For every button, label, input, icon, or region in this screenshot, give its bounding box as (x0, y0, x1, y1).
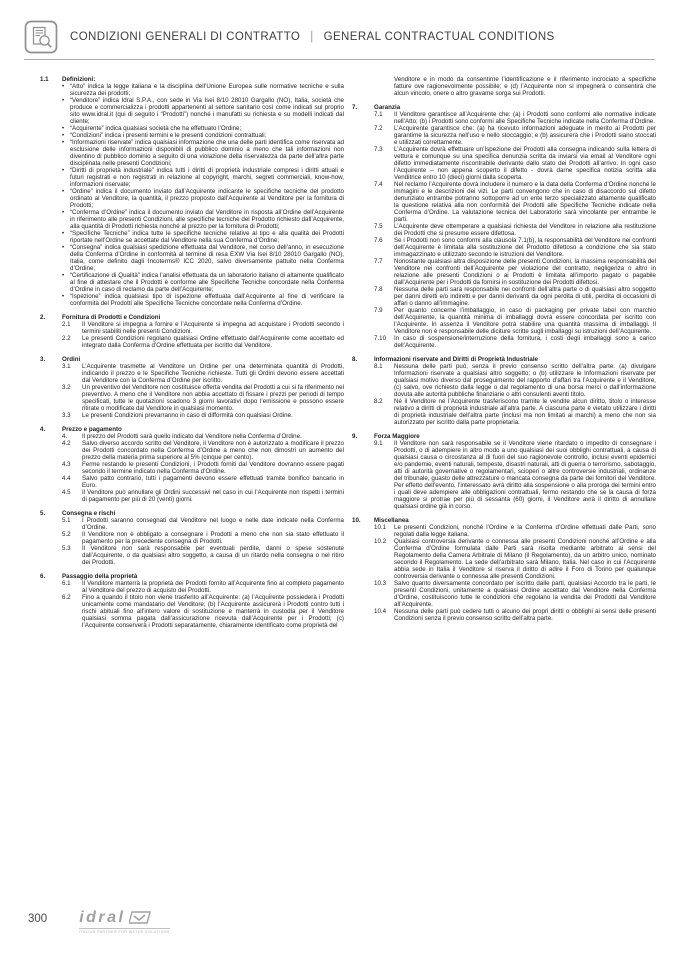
clause-text: L’Acquirente deve ottemperare a qualsiasi richiesta del Venditore in relazione alla restituzione dei Prodotti che si presume essere difettosa. (394, 223, 656, 237)
page-header (24, 20, 655, 60)
clause-text: L’Acquirente dovrà effettuare un’Ispezione dei Prodotti alla consegna indicando sulla lettera di vettura e comunque su una specifica denunzia scritta da inviarsi via email al Venditore ogni difetto immediatamente riscontrabile derivante dallo stato dei Prodotti all’arrivo. In ogni caso l’Acquirente – non appena scoperto il difetto - dovrà darne specifica notizia scritta alla Venditrice entro 10 (dieci) giorni dalla scoperta. (394, 146, 656, 181)
clause-number: 6.1 (62, 580, 71, 587)
clause-item (62, 440, 344, 461)
clause-text: L’Acquirente garantisce che: (a) ha ricevuto informazioni adeguate in merito ai Prodotti per garantirne la sicurezza nell’uso e nello stoccaggio; e (b) assicurerà che i Prodotti siano stoccati e utilizzati correttamente. (394, 125, 656, 146)
clause-number: 7.10 (374, 335, 387, 342)
section-heading-text: Miscellanea (374, 517, 409, 524)
clause-text: Un preventivo del Venditore non costituisce offerta vendita del Prodotti a cui si fa riferimento nel preventivo. A meno che il Venditore non abbia accettato di fissare i prezzi per periodi di tempo specificati, tutte le quotazioni scadono 3 giorni lavorativi dopo l’emissione e possono essere ritirate o modificate dal Venditore in qualsiasi momento. (82, 384, 344, 412)
clause-item (374, 608, 656, 622)
clause-number: 7. (352, 104, 358, 111)
clause-text: “Conferma d’Ordine” indica il documento inviato dal Venditore in risposta all’Ordine dell’Acquirente in riferimento alle presenti Condizioni, alle specifiche tecniche del Prodotto richiesto dall’Acquirente, alla quantità di Prodotti richiesta nonché al prezzo per la fornitura di Prodotti; (70, 209, 344, 230)
clause-number: 7.4 (374, 181, 383, 188)
definition-item (62, 167, 344, 188)
page-title-english: GENERAL CONTRACTUAL CONDITIONS (323, 31, 555, 43)
section-heading (40, 573, 344, 580)
clause-text: Il Venditore garantisce all’Acquirente che: (a) i Prodotti sono conformi alle normative indicate nell’Atto; (b) i Prodotti sono conformi alle Specifiche Tecniche indicate nella Conferma d’Ordine. (394, 111, 656, 125)
clause-number: 1.1 (40, 76, 49, 83)
clause-number: 9. (352, 433, 358, 440)
section-heading (352, 104, 656, 111)
section-heading-text: Consegna e rischi (62, 510, 116, 517)
clause-item (62, 335, 344, 349)
clause-text: Salvo patto contrario, tutti i pagamenti devono essere effettuati tramite bonifico bancario in Euro. (82, 475, 344, 489)
clause-item (374, 237, 656, 258)
document-magnifier-icon (24, 20, 58, 54)
clause-text: “Ordine” indica il documento inviato dall’Acquirente indicante le specifiche tecniche del prodotto ordinato al Venditore, la quantità, il prezzo proposto dall’Acquirente al Venditore per la fornitura di Prodotti; (70, 188, 344, 209)
bullet-icon: • (62, 83, 65, 90)
bullet-icon: • (62, 209, 65, 216)
clause-text: “Atto” indica la legge italiana e la disciplina dell’Unione Europea sulle normative tecniche e sulla sicurezza dei prodotti; (70, 83, 344, 97)
clause-number: 5. (40, 510, 46, 517)
clause-number: 6.2 (62, 594, 71, 601)
clause-text: “Certificazione di Qualità” indica l’analisi effettuata da un laboratorio italiano di altamente qualificato al fine di attestare che il Prodotti è conforme alle Specifiche Tecniche concordate nella Conferma d’Ordine in caso di reclamo da parte dell’Acquirente; (70, 272, 344, 293)
clause-item (374, 398, 656, 426)
bullet-icon: • (62, 230, 65, 237)
clause-text: Le presenti Condizioni regolano qualsiasi Ordine effettuato dall’Acquirente come accettato ed integrato dalla Conferma d’Ordine effettuata per iscritto dal Venditore. (82, 335, 344, 349)
clause-item (62, 489, 344, 503)
clause-item (374, 335, 656, 349)
bullet-icon: • (62, 188, 65, 195)
conditions-body (40, 76, 656, 629)
clause-number: 6. (40, 573, 46, 580)
clause-text: Né il Venditore né l’Acquirente trasferiscono tramite le vendite alcun diritto, titolo o interesse relativo a diritti di proprietà industriale all’altra parte. A ciascuna parte è vietato utilizzare i diritti di proprietà industriale dell’altra parte (inclusi ma non limitati ai marchi) a meno che non sia autorizzato per iscritto dalla parte proprietaria. (394, 398, 656, 426)
definition-item (62, 125, 344, 132)
clause-text: Per quanto concerne l’imballaggio, in caso di packaging per private label con marchio dell’Acquirente, la quantità minima di imballaggi dovrà essere concordata per iscritto con l’Acquirente. In assenza il Venditore potrà stabilire una quantità massima di imballaggi. Il Venditore non è responsabile delle diciture scritte sugli imballaggi su istruzioni dell’Acquirente. (394, 307, 656, 335)
section-heading-text: Garanzia (374, 104, 401, 111)
clause-item (374, 363, 656, 398)
clause-item (374, 258, 656, 286)
clause-number: 3.1 (62, 363, 71, 370)
clause-number: 5.1 (62, 517, 71, 524)
clause-text: Nessuna delle parti sarà responsabile nei confronti dell’altra parte o di qualsiasi altro soggetto per danni diretti e/o indiretti e per danni derivanti da ogni perdita di utili, perdita di occasioni di affari o danno all’immagine. (394, 286, 656, 307)
page-title (70, 31, 555, 43)
clause-item (62, 412, 344, 419)
clause-text: L’Acquirente trasmette al Venditore un Ordine per una determinata quantità di Prodotti, indicando il prezzo e le Specifiche Tecniche richieste. Tutti gli Ordini devono essere accettati dal Venditore con la Conferma d’Ordine per iscritto. (82, 363, 344, 384)
section-heading (352, 433, 656, 440)
clause-number: 3.2 (62, 384, 71, 391)
clause-number: 5.2 (62, 531, 71, 538)
clause-text: Fino a quando il titolo non viene trasferito all’Acquirente: (a) l’Acquirente possiederà i Prodotti unicamente come mandatario del Venditore; (b) l’Acquirente assicurerà i Prodotti contro tutti i rischi abituali fino all’intero valore di sostituzione e manterrà in custodia per il Venditore qualsiasi somma pagata dall’assicurazione ricevuta dall’Acquirente per i Prodotti; (c) l’Acquirente conserverà i Prodotti separatamente, chiaramente identificato come proprietà del (82, 594, 344, 629)
clause-number: 10.1 (374, 524, 387, 531)
bullet-icon: • (62, 167, 65, 174)
clause-text: I Prodotti saranno consegnati dal Venditore nel luogo e nelle date indicate nella Conferma d’Ordine. (82, 517, 344, 531)
clause-number: 3.3 (62, 412, 71, 419)
clause-number: 2.1 (62, 321, 71, 328)
clause-text: Nessuna delle parti può cedere tutti o alcuno dei propri diritti o obblighi ai sensi delle presenti Condizioni senza il previo consenso scritto dell’altra parte. (394, 608, 656, 622)
section-heading-text: Informazioni riservate and Diritti di Proprietà Industriale (374, 356, 539, 363)
clause-number: 8.2 (374, 398, 383, 405)
clause-number: 8. (352, 356, 358, 363)
clause-text: Le presenti Condizioni, nonché l’Ordine e la Conferma d’Ordine effettuati dalle Parti, sono regolati dalla legge italiana. (394, 524, 656, 538)
bullet-icon: • (62, 244, 65, 251)
clause-item (374, 223, 656, 237)
clause-item (374, 125, 656, 146)
clause-number: 4.2 (62, 440, 71, 447)
definition-item (62, 272, 344, 293)
definition-item (62, 97, 344, 125)
clause-text: Il Venditore può annullare gli Ordini successivi nel caso in cui l’Acquirente non rispetti i termini di pagamento per più di 20 (venti) giorni. (82, 489, 344, 503)
clause-number: 4.4 (62, 475, 71, 482)
clause-number: 7.6 (374, 237, 383, 244)
clause-number: 4. (40, 426, 46, 433)
continuation-paragraph (394, 76, 656, 97)
section-heading (40, 426, 344, 433)
left-column (40, 76, 344, 629)
section-heading-text: Ordini (62, 356, 81, 363)
clause-text: Salvo diverso accordo scritto del Venditore, il Venditore non è autorizzato a modificare il prezzo dei Prodotti concordato nella Conferma d’Ordine a meno che non dimostri un aumento del prezzo della materia prima superiore al 5% (cinque per cento). (82, 440, 344, 461)
clause-number: 2. (40, 314, 46, 321)
section-heading (352, 356, 656, 363)
section-heading-text: Forza Maggiore (374, 433, 420, 440)
clause-number: 7.9 (374, 307, 383, 314)
clause-text: Salvo quanto diversamente concordato per iscritto dalle parti, qualsiasi Accordo tra le parti, le presenti Condizioni, unitamente a qualsiasi Ordine accettato dal Venditore nella Conferma d’Ordine, costituiscono tutte le condizioni che regolano la vendita dei Prodotti dal Venditore all’Acquirente. (394, 580, 656, 608)
definition-item (62, 139, 344, 167)
clause-text: Il Venditore non sarà responsabile per eventuali perdite, danni o spese sostenute dall’Acquirente, o da qualsiasi altro soggetto, a causa di un ritardo nella consegna o nel ritiro dei Prodotti. (82, 545, 344, 566)
clause-number: 10.4 (374, 608, 387, 615)
definition-item (62, 209, 344, 230)
section-heading (40, 510, 344, 517)
clause-number: 4. (62, 433, 68, 440)
page-title-italian: CONDIZIONI GENERALI DI CONTRATTO (70, 31, 301, 43)
clause-item (374, 440, 656, 510)
clause-text: “Venditore” indica Idral S.P.A., con sede in Via Isei 8/10 28010 Gargallo (NO), Italia, società che produce e commercializza i prodotti appartenenti al settore sanitario così come indicati sul proprio sito www.idral.it (qui di seguito i “Prodotti”) nonché i manufatti su richiesta e su modelli indicati dal cliente; (70, 97, 344, 125)
clause-text: Il prezzo del Prodotti sarà quello indicato dal Venditore nella Conferma d’Ordine. (82, 433, 302, 440)
clause-text: Il Venditore non è obbligato a consegnare i Prodotti a meno che non sia stato effettuato il pagamento per la precedente consegna di Prodotti. (82, 531, 344, 545)
clause-text: Se i Prodotti non sono conformi alla clausola 7.1(b), la responsabilità del Venditore nei confronti dell’Acquirente è limitata alla sostituzione del Prodotto difettoso a condizione che sia stato immagazzinato e utilizzato secondo le istruzioni del Venditore. (394, 237, 656, 258)
clause-item (374, 286, 656, 307)
section-heading-text: Prezzo e pagamento (62, 426, 122, 433)
clause-item (374, 307, 656, 335)
clause-item (62, 580, 344, 594)
clause-item (62, 321, 344, 335)
clause-text: Nonostante qualsiasi altra disposizione delle presenti Condizioni, la massima responsabilità del Venditore nei confronti dell’Acquirente per violazione del contratto, negligenza o altro in relazione alle presenti Condizioni o ai Prodotti è limitata all’importo pagato o pagabile dall’Acquirente per i Prodotti da fornirsi in sostituzione dei Prodotti difettosi. (394, 258, 656, 286)
clause-number: 9.1 (374, 440, 383, 447)
clause-number: 7.8 (374, 286, 383, 293)
section-heading-text: Fornitura di Prodotti e Condizioni (62, 314, 161, 321)
clause-number: 7.5 (374, 223, 383, 230)
bullet-icon: • (62, 97, 65, 104)
clause-item (62, 433, 344, 440)
clause-number: 7.7 (374, 258, 383, 265)
clause-item (374, 538, 656, 580)
clause-item (62, 545, 344, 566)
clause-number: 2.2 (62, 335, 71, 342)
section-heading-text: Passaggio della proprietà (62, 573, 138, 580)
definition-item (62, 132, 344, 139)
section-heading-text: Definizioni: (62, 76, 96, 83)
bullet-icon: • (62, 125, 65, 132)
definition-item (62, 230, 344, 244)
clause-text: “Informazioni riservate” indica qualsiasi informazione che una delle parti identifica come riservata ad esclusione delle informazioni disponibili di pubblico dominio a meno che tali informazioni non diventino di pubblico dominio a seguito di una violazione della riservatezza da parte dell’altra parte disciplinata nelle presenti Condizioni; (70, 139, 344, 167)
clause-item (62, 594, 344, 629)
clause-number: 3. (40, 356, 46, 363)
bullet-icon: • (62, 139, 65, 146)
clause-number: 7.3 (374, 146, 383, 153)
clause-text: “Ispezione” indica qualsiasi tipo di ispezione effettuata dall’Acquirente al fine di verificare la conformità del Prodotti alle Specifiche Tecniche concordate nella Conferma d’Ordine. (70, 293, 344, 307)
right-column (352, 76, 656, 629)
clause-text: Le presenti Condizioni prevarranno in caso di difformità con qualsiasi Ordine. (82, 412, 293, 419)
clause-item (62, 517, 344, 531)
idral-logo-text: idral (79, 908, 126, 926)
clause-text: Il Venditore manterrà la proprietà dei Prodotti fornito all’Acquirente fino al completo pagamento al Venditore del prezzo di acquisto dei Prodotti. (82, 580, 344, 594)
clause-text: “Consegna” indica qualsiasi spedizione effettuata dal Venditore, nel corso dell’anno, in esecuzione della Conferma d’Ordine in conformità al termine di resa EXW Via Isei 8/10 28010 Gargallo (NO), Italia, come definito dagli Incoterms® ICC 2020, salvo diversamente pattuito nella Conferma d’Ordine; (70, 244, 344, 272)
bullet-icon: • (62, 293, 65, 300)
clause-text: Il Venditore non sarà responsabile se il Venditore viene ritardato o impedito di consegnare i Prodotti, o di adempiere in altro modo a uno qualsiasi dei suoi obblighi contrattuali, a causa di qualsiasi causa o circostanza al di fuori del suo ragionevole controllo, inclusi eventi epidemici e/o pandemie, eventi naturali, tempeste, disastri naturali, atti di guerra o terrorismo, sabotaggio, atti di autorità governative o regolamentari, scioperi o altre controversie industriali, ordinanze del tribunale, guasto delle attrezzature o mancata consegna da parte dei fornitori del Venditore. Per effetto dell’evento, l’interessato avrà diritto alla sospensione o alla proroga dei termini entro i quali deve adempiere alle obbligazioni contrattuali, fermo restando che se la causa di forza maggiore si protrae per più di sessanta (60) giorni, il Venditore avrà il diritto di annullare qualsiasi ordine già in corso. (394, 440, 656, 510)
clause-number: 4.5 (62, 489, 71, 496)
clause-item (62, 384, 344, 412)
clause-text: In caso di sospensione/interruzione della fornitura, i costi degli imballaggi sono a carico dell’Acquirente. (394, 335, 656, 349)
definition-item (62, 188, 344, 209)
page-footer (28, 909, 170, 935)
clause-text: Il Venditore si impegna a fornire e l’Acquirente si impegna ad acquistare i Prodotti secondo i termini stabiliti nelle presenti Condizioni. (82, 321, 344, 335)
clause-number: 5.3 (62, 545, 71, 552)
definition-item (62, 244, 344, 272)
clause-text: “Diritti di proprietà industriale” indica tutti i diritti di proprietà industriale compresi i diritti attuali e futuri registrati e non registrati in relazione al copyright, marchi, segreti commerciali, know-how, informazioni riservate; (70, 167, 344, 188)
section-heading (352, 517, 656, 524)
clause-number: 8.1 (374, 363, 383, 370)
clause-text: “Specifiche Tecniche” indica tutte le specifiche tecniche relative al tipo e alla qualità dei Prodotti riportate nell’Ordine se accettate dal Venditore nella sua Conferma d’Ordine; (70, 230, 344, 244)
clause-text: Qualsiasi controversia derivante o connessa alle presenti Condizioni nonché all’Ordine e alla Conferma d’Ordine formulata dalle Parti sarà risolta mediante arbitrato ai sensi del Regolamento della Camera Arbitrale di Milano (il Regolamento), da un arbitro unico, nominato secondo il Regolamento. La sede dell’arbitrato sarà Milano, Italia. Nel caso in cui l’Acquirente abbia sede in Italia il Venditore si riserva il diritto di adire il Foro di Torino per qualunque controversia derivante o connessa alle presenti Condizioni. (394, 538, 656, 580)
clause-text: Ferme restando le presenti Condizioni, i Prodotti forniti dal Venditore dovranno essere pagati secondo il termine indicato nella Conferma d’Ordine. (82, 461, 344, 475)
clause-item (62, 531, 344, 545)
idral-logo (79, 909, 170, 935)
clause-number: 10.2 (374, 538, 387, 545)
clause-text: Nessuna delle parti può, senza il previo consenso scritto dell’altra parte: (a) divulgare Informazioni riservate a qualsiasi altro soggetto; o (b) utilizzare le Informazioni riservate per qualsiasi motivo diverso dal proseguimento del rapporto d’affari tra l’Acquirente e il Venditore, (c) salvo, ove richiesto dalla legge o dal regolamento di una borsa merci o dall’informazione dovuta alle autorità pubbliche finanziarie o altri consulenti aventi titolo. (394, 363, 656, 398)
section-heading (40, 356, 344, 363)
idral-logo-tagline: ITALIAN PARTNER FOR WATER SOLUTIONS (79, 928, 170, 935)
clause-number: 7.2 (374, 125, 383, 132)
clause-text: “Condizioni” indica i presenti termini e le presenti condizioni contrattuali; (70, 132, 267, 139)
idral-logo-emblem-icon (129, 911, 151, 924)
bullet-icon: • (62, 272, 65, 279)
clause-item (374, 181, 656, 223)
clause-item (62, 363, 344, 384)
section-heading (40, 314, 344, 321)
clause-text: “Acquirente” indica qualsiasi società che ha effettuato l’Ordine; (70, 125, 242, 132)
clause-item (62, 461, 344, 475)
clause-item (374, 524, 656, 538)
clause-number: 10.3 (374, 580, 387, 587)
definition-item (62, 83, 344, 97)
clause-item (374, 146, 656, 181)
clause-number: 7.1 (374, 111, 383, 118)
section-heading (40, 76, 344, 83)
definition-item (62, 293, 344, 307)
bullet-icon: • (62, 132, 65, 139)
clause-number: 10. (352, 517, 361, 524)
title-separator: | (310, 31, 314, 43)
clause-number: 4.3 (62, 461, 71, 468)
clause-item (374, 580, 656, 608)
page-number: 300 (28, 912, 48, 925)
clause-text: Nel reclamo l’Acquirente dovrà includere il numero e la data della Conferma d’Ordine nonché le immagini e le descrizioni dei vizi. Le parti convengono che in caso di disaccordo sul difetto denunziato entrambe potranno sottoporre ad un ente terzo specializzato altamente qualificato la questione relativa alla non conformità dei Prodotti alle Specifiche Tecniche indicate nella Conferma d’Ordine. La valutazione tecnica del Laboratorio sarà vincolante per entrambe le parti. (394, 181, 656, 223)
clause-text: Venditore e in modo da consentirne l’identificazione e il riferimento incrociato a specifiche fatture ove ragionevolmente possibile; e (d) l’Acquirente non si impegnerà o consentirà che alcun vincolo, onere o altro gravame sorga sui Prodotti. (394, 76, 656, 97)
clause-item (62, 475, 344, 489)
clause-item (374, 111, 656, 125)
